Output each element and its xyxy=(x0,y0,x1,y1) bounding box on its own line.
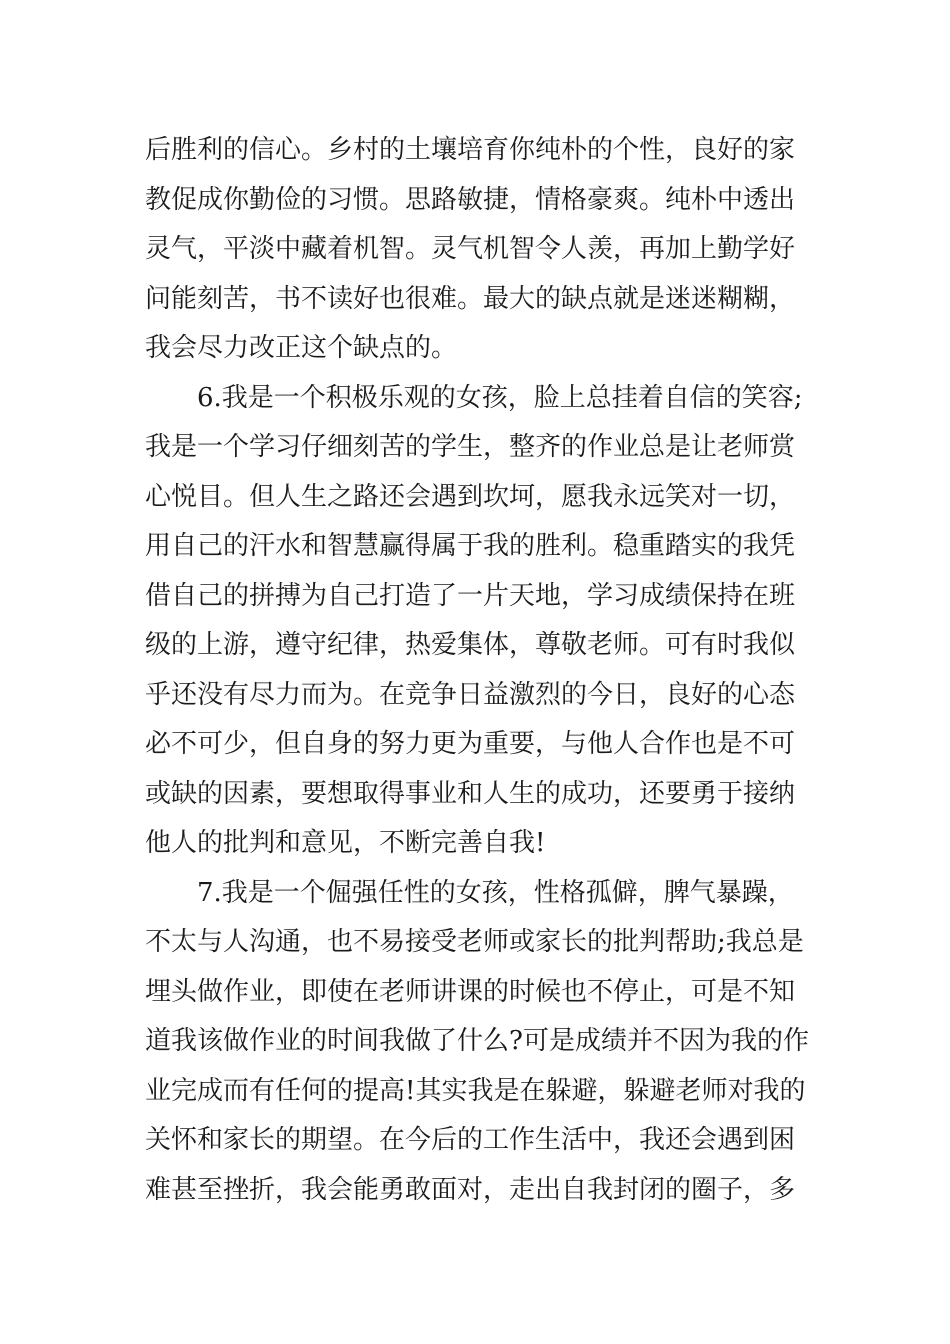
text-line: 7.我是一个倔强任性的女孩，性格孤僻，脾气暴躁， xyxy=(197,877,794,908)
text-line: 乎还没有尽力而为。在竞争日益激烈的今日，良好的心态 xyxy=(145,679,796,710)
text-line: 教促成你勤俭的习惯。思路敏捷，情格豪爽。纯朴中透出 xyxy=(145,184,796,215)
text-line: 问能刻苦，书不读好也很难。最大的缺点就是迷迷糊糊， xyxy=(145,283,796,314)
text-line: 后胜利的信心。乡村的土壤培育你纯朴的个性，良好的家 xyxy=(145,135,796,165)
text-line: 借自己的拼搏为自己打造了一片天地，学习成绩保持在班 xyxy=(145,580,796,611)
text-line: 难甚至挫折，我会能勇敢面对，走出自我封闭的圈子，多 xyxy=(145,1174,796,1205)
text-line: 6.我是一个积极乐观的女孩，脸上总挂着自信的笑容; xyxy=(197,382,803,413)
paragraph-continued xyxy=(145,126,810,374)
text-line: 用自己的汗水和智慧赢得属于我的胜利。稳重踏实的我凭 xyxy=(145,531,796,561)
text-line: 必不可少，但自身的努力更为重要，与他人合作也是不可 xyxy=(145,729,796,759)
text-line: 我是一个学习仔细刻苦的学生，整齐的作业总是让老师赏 xyxy=(145,432,796,462)
text-line: 埋头做作业，即使在老师讲课的时候也不停止，可是不知 xyxy=(145,976,796,1007)
text-line: 他人的批判和意见，不断完善自我! xyxy=(145,828,546,858)
text-line: 或缺的因素，要想取得事业和人生的成功，还要勇于接纳 xyxy=(145,778,796,809)
text-line: 灵气，平淡中藏着机智。灵气机智令人羡，再加上勤学好 xyxy=(145,234,796,264)
text-line: 不太与人沟通，也不易接受老师或家长的批判帮助;我总是 xyxy=(145,927,804,957)
text-line: 道我该做作业的时间我做了什么?可是成绩并不因为我的作 xyxy=(145,1026,809,1056)
text-line: 关怀和家长的期望。在今后的工作生活中，我还会遇到困 xyxy=(145,1125,796,1155)
paragraph-7 xyxy=(145,869,810,1216)
text-line: 级的上游，遵守纪律，热爱集体，尊敬老师。可有时我似 xyxy=(145,630,796,660)
document-body xyxy=(145,126,810,1215)
text-line: 心悦目。但人生之路还会遇到坎坷，愿我永远笑对一切， xyxy=(145,481,796,512)
text-line: 业完成而有任何的提高!其实我是在躲避，躲避老师对我的 xyxy=(145,1075,806,1106)
text-line: 我会尽力改正这个缺点的。 xyxy=(145,333,458,363)
paragraph-6 xyxy=(145,374,810,869)
